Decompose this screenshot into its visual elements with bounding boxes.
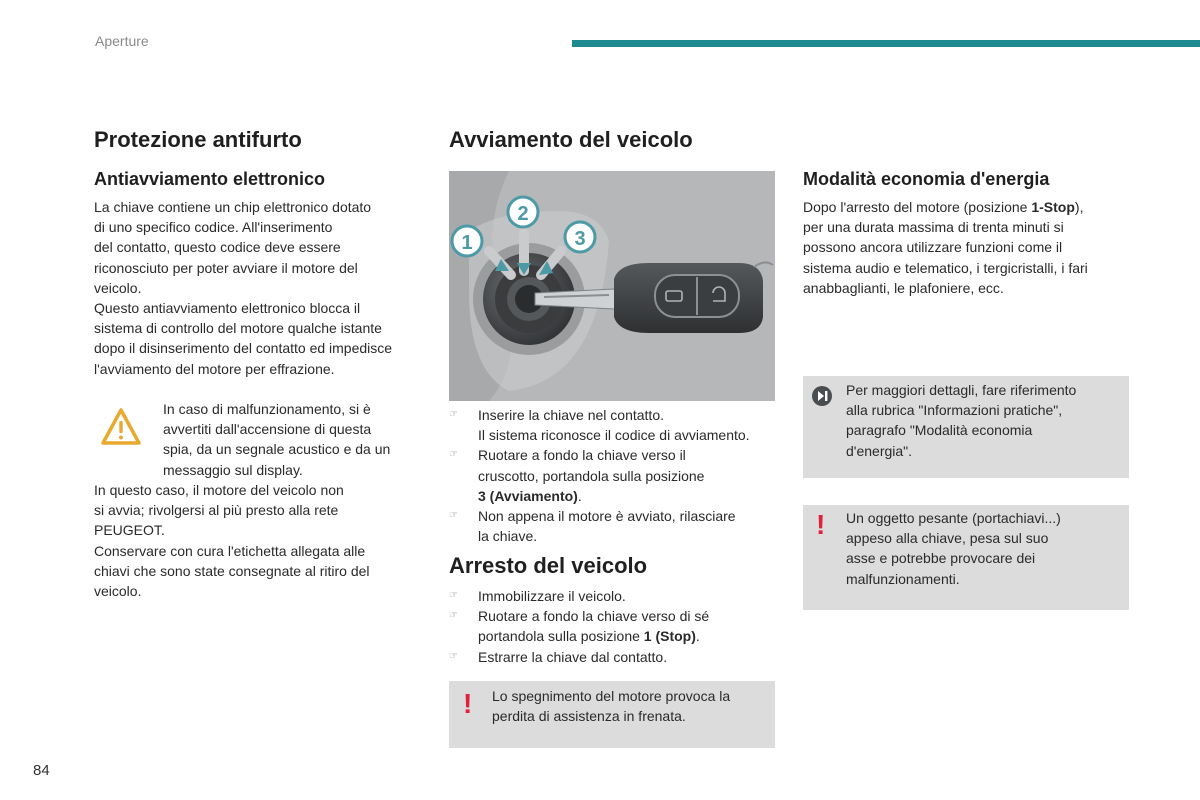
- text-line: sistema audio e telematico, i tergicristalli, i fari: [803, 259, 1088, 276]
- energy-economy-text: [803, 197, 1133, 298]
- pointing-hand-icon: ☞: [449, 650, 458, 662]
- note-text: Un oggetto pesante (portachiavi...) appeso alla chiave, pesa sul suo asse e potrebbe provocare dei malfunzionamenti.: [846, 510, 1061, 587]
- text-line: riconosciuto per poter avviare il motore del: [94, 259, 358, 276]
- step-label-1: 1: [461, 232, 473, 254]
- section-label: Aperture: [95, 33, 149, 49]
- text-line: anabbaglianti, le plafoniere, ecc.: [803, 279, 1004, 296]
- heavy-keyring-note: [803, 505, 1129, 610]
- text-line: spia, da un segnale acustico e da un: [163, 441, 391, 458]
- ignition-key-image: [449, 171, 775, 401]
- stop-steps-list: [449, 586, 779, 667]
- text-line: per una durata massima di trenta minuti si: [803, 219, 1064, 236]
- exclamation-icon: !: [463, 688, 473, 719]
- text-line: In caso di malfunzionamento, si è: [163, 401, 371, 417]
- text-line: possono ancora utilizzare funzioni come il: [803, 239, 1063, 256]
- list-item: ☞ Immobilizzare il veicolo.: [449, 586, 779, 606]
- title-energy-economy: Modalità economia d'energia: [803, 169, 1050, 189]
- pointing-hand-icon: ☞: [449, 610, 458, 622]
- text-line: Conservare con cura l'etichetta allegata alle: [94, 542, 366, 559]
- skip-forward-icon: [811, 385, 833, 407]
- exclamation-icon: !: [816, 509, 826, 540]
- list-item: ☞ Non appena il motore è avviato, rilasciare la chiave.: [449, 508, 736, 545]
- note-text: Per maggiori dettagli, fare riferimento alla rubrica "Informazioni pratiche", paragrafo "Modalità economia d'energia".: [846, 382, 1077, 459]
- text-line: l'avviamento del motore per effrazione.: [94, 360, 335, 377]
- text-line: Dopo l'arresto del motore (posizione 1-Stop),: [803, 199, 1084, 215]
- list-item: ☞ Inserire la chiave nel contatto. Il sistema riconosce il codice di avviamento.: [449, 407, 750, 444]
- list-item: ☞ Estrarre la chiave dal contatto.: [449, 647, 779, 667]
- step-label-2: 2: [517, 203, 529, 225]
- text-line: sistema di controllo del motore qualche istante: [94, 320, 382, 337]
- text-line: La chiave contiene un chip elettronico dotato: [94, 199, 372, 215]
- brake-assist-note: [449, 681, 775, 748]
- pointing-hand-icon: ☞: [449, 409, 458, 420]
- text-line: Questo antiavviamento elettronico blocca il: [94, 300, 361, 317]
- start-steps-list: [449, 405, 779, 546]
- immobiliser-text: [94, 197, 424, 379]
- subtitle-immobiliser: Antiavviamento elettronico: [94, 169, 326, 189]
- pointing-hand-icon: ☞: [449, 590, 458, 601]
- warning-text: [163, 399, 423, 480]
- text-line: chiavi che sono state consegnate al ritiro del: [94, 562, 370, 579]
- text-line: di uno specifico codice. All'inserimento: [94, 219, 333, 236]
- text-line: dopo il disinserimento del contatto ed impedisce: [94, 340, 393, 357]
- info-reference-note: [803, 376, 1129, 478]
- text-line: avvertiti dall'accensione di questa: [163, 421, 372, 438]
- ignition-illustration: [449, 171, 775, 401]
- header-accent-bar: [572, 40, 1200, 47]
- warning-triangle-icon: [100, 407, 142, 447]
- text-line: PEUGEOT.: [94, 522, 165, 539]
- list-item: ☞ Ruotare a fondo la chiave verso il cruscotto, portandola sulla posizione 3 (Avviamento).: [449, 447, 705, 504]
- note-text: Lo spegnimento del motore provoca la perdita di assistenza in frenata.: [492, 688, 731, 725]
- text-line: veicolo.: [94, 583, 142, 600]
- title-starting: Avviamento del veicolo: [449, 127, 693, 152]
- pointing-hand-icon: ☞: [449, 510, 458, 522]
- title-stopping: Arresto del veicolo: [449, 553, 648, 578]
- text-line: In questo caso, il motore del veicolo non: [94, 482, 344, 498]
- text-line: messaggio sul display.: [163, 461, 303, 478]
- pointing-hand-icon: ☞: [449, 449, 458, 461]
- title-anti-theft: Protezione antifurto: [94, 127, 302, 152]
- text-line: del contatto, questo codice deve essere: [94, 239, 341, 256]
- malfunction-text: [94, 480, 424, 601]
- text-line: veicolo.: [94, 279, 142, 296]
- page-number: 84: [33, 762, 50, 779]
- text-line: si avvia; rivolgersi al più presto alla rete: [94, 502, 339, 519]
- list-item: ☞ Ruotare a fondo la chiave verso di sé portandola sulla posizione 1 (Stop).: [449, 608, 710, 645]
- step-label-3: 3: [574, 228, 586, 250]
